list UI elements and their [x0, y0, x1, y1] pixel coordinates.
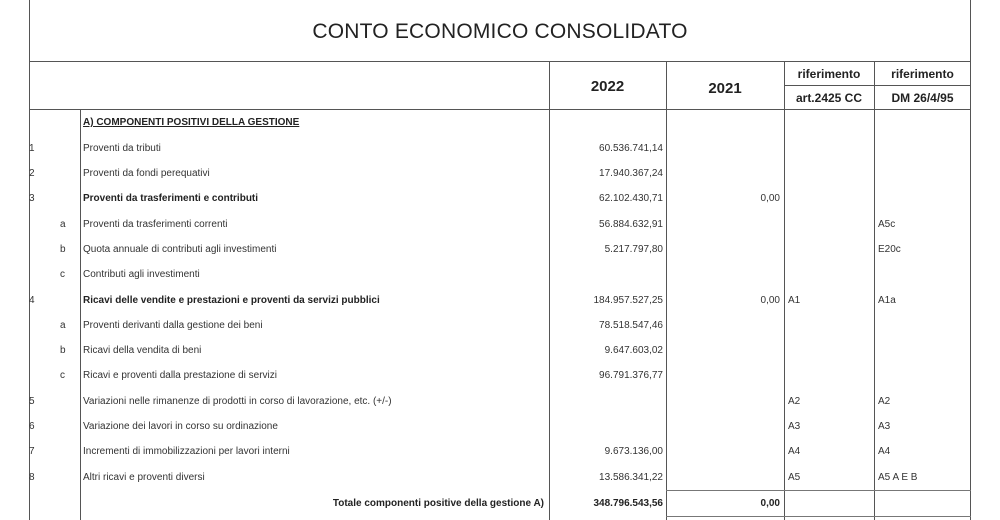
header-ref-dm-bottom: DM 26/4/95 [891, 91, 954, 105]
header-ref-cc-bottom: art.2425 CC [795, 91, 863, 105]
row-number: 1 [29, 142, 35, 154]
table-row [29, 464, 971, 490]
value-2022: 62.102.430,71 [599, 193, 663, 205]
ref-art2425: A1 [788, 294, 801, 306]
header-year-2021: 2021 [708, 79, 742, 97]
ref-dm: A2 [878, 395, 891, 407]
ref-dm: A1a [878, 294, 896, 306]
value-2021: 0,00 [760, 294, 780, 306]
row-label: Contributi agli investimenti [83, 269, 200, 281]
row-number: 6 [29, 421, 35, 433]
value-2021 [666, 237, 780, 263]
table-row [29, 237, 971, 263]
value-2022: 96.791.376,77 [599, 370, 663, 382]
value-2021 [666, 338, 780, 364]
header-year-2022: 2022 [590, 77, 625, 95]
ref-dm: E20c [878, 243, 901, 255]
value-2021 [666, 211, 780, 237]
row-label: Variazione dei lavori in corso su ordinazione [83, 421, 278, 433]
value-2022 [549, 389, 663, 415]
row-sub-letter: c [60, 269, 65, 281]
row-label: Variazioni nelle rimanenze di prodotti in corso di lavorazione, etc. (+/-) [83, 395, 392, 407]
row-number: 2 [29, 168, 35, 180]
value-2021 [666, 363, 780, 389]
value-2021 [666, 439, 780, 465]
value-2022: 13.586.341,22 [599, 471, 663, 483]
row-label: Quota annuale di contributi agli investimenti [83, 243, 277, 255]
row-label: Altri ricavi e proventi diversi [83, 471, 205, 483]
ref-dm: A5c [878, 218, 896, 230]
row-number: 5 [29, 395, 35, 407]
value-2022: 60.536.741,14 [599, 142, 663, 154]
header-ref-dm-top: riferimento [891, 66, 954, 81]
ref-art2425: A3 [788, 421, 801, 433]
value-2021 [666, 161, 780, 187]
value-2022: 9.673.136,00 [604, 446, 663, 458]
row-sub-letter: c [60, 370, 65, 382]
section-title: A) COMPONENTI POSITIVI DELLA GESTIONE [83, 117, 300, 129]
table-row [29, 161, 971, 187]
row-label: Proventi da trasferimenti e contributi [83, 193, 259, 205]
row-sub-letter: a [60, 218, 66, 230]
header-ref-cc-top: riferimento [797, 66, 861, 81]
row-sub-letter: b [60, 345, 66, 357]
ref-art2425: A5 [788, 471, 801, 483]
table-row [29, 287, 971, 313]
table-row [29, 186, 971, 212]
value-2022: 184.957.527,25 [593, 294, 663, 306]
ref-dm: A5 A E B [878, 471, 918, 483]
ref-art2425: A2 [788, 395, 801, 407]
value-2022 [549, 414, 663, 440]
value-2022: 9.647.603,02 [604, 345, 663, 357]
ref-dm: A4 [878, 446, 891, 458]
value-2022: 56.884.632,91 [599, 218, 663, 230]
ref-dm: A3 [878, 421, 891, 433]
divider [666, 516, 971, 517]
table-row [29, 439, 971, 465]
row-label: Ricavi e proventi dalla prestazione di servizi [83, 370, 277, 382]
row-number: 3 [29, 193, 35, 205]
row-label: Proventi da tributi [83, 142, 161, 154]
row-sub-letter: a [60, 319, 66, 331]
value-2021 [666, 262, 780, 288]
value-2021 [666, 464, 780, 490]
table-header [29, 62, 971, 110]
table-row [29, 338, 971, 364]
total-2021: 0,00 [760, 497, 780, 509]
row-label: Ricavi della vendita di beni [83, 345, 202, 357]
value-2021 [666, 389, 780, 415]
table-row [29, 389, 971, 415]
value-2021 [666, 313, 780, 339]
table-row [29, 313, 971, 339]
value-2021 [666, 136, 780, 162]
ref-art2425: A4 [788, 446, 801, 458]
row-number: 4 [29, 294, 35, 306]
total-row [29, 490, 971, 516]
value-2022: 17.940.367,24 [599, 168, 663, 180]
value-2022: 5.217.797,80 [604, 243, 663, 255]
section-title-row [29, 110, 971, 136]
row-label: Proventi da fondi perequativi [83, 168, 210, 180]
row-number: 7 [29, 446, 35, 458]
value-2022: 78.518.547,46 [599, 319, 663, 331]
total-label: Totale componenti positive della gestione A) [332, 497, 544, 509]
table-row [29, 211, 971, 237]
row-label: Proventi derivanti dalla gestione dei beni [83, 319, 263, 331]
row-label: Proventi da trasferimenti correnti [83, 218, 228, 230]
table-row [29, 136, 971, 162]
value-2022 [549, 262, 663, 288]
page-title: CONTO ECONOMICO CONSOLIDATO [29, 0, 971, 62]
total-2022: 348.796.543,56 [593, 497, 663, 509]
row-number: 8 [29, 471, 35, 483]
row-sub-letter: b [60, 243, 66, 255]
value-2021: 0,00 [760, 193, 780, 205]
table-row [29, 363, 971, 389]
table-row [29, 414, 971, 440]
value-2021 [666, 414, 780, 440]
row-label: Incrementi di immobilizzazioni per lavori interni [83, 446, 290, 458]
row-label: Ricavi delle vendite e prestazioni e proventi da servizi pubblici [83, 294, 380, 306]
table-row [29, 262, 971, 288]
